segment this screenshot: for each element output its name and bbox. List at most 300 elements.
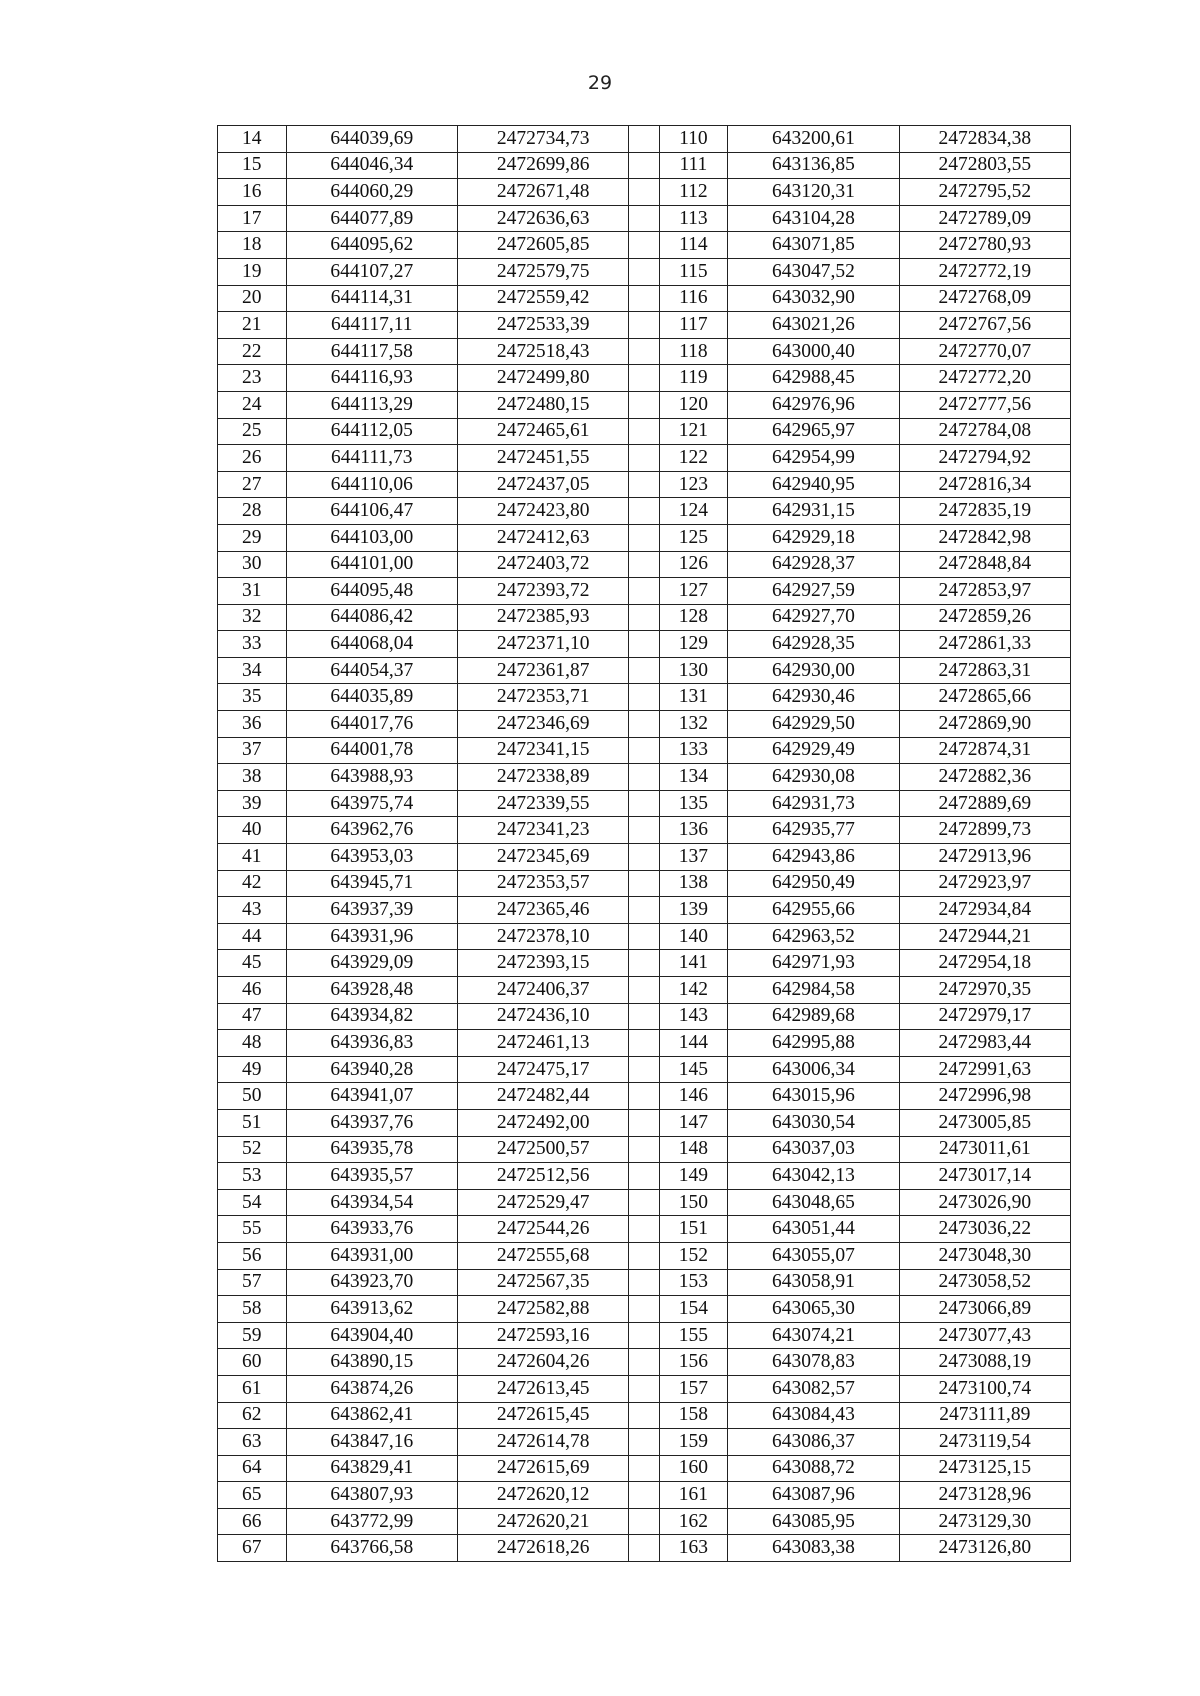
point-number-left: 50 [218, 1083, 287, 1110]
point-number-left: 38 [218, 764, 287, 791]
x-coordinate-left: 643933,76 [286, 1216, 457, 1243]
x-coordinate-right: 643085,95 [728, 1508, 899, 1535]
point-number-right: 152 [659, 1242, 728, 1269]
point-number-right: 111 [659, 152, 728, 179]
point-number-right: 144 [659, 1030, 728, 1057]
column-separator [629, 1508, 659, 1535]
y-coordinate-right: 2473058,52 [899, 1269, 1070, 1296]
column-separator [629, 551, 659, 578]
point-number-right: 132 [659, 711, 728, 738]
point-number-right: 146 [659, 1083, 728, 1110]
column-separator [629, 1349, 659, 1376]
x-coordinate-right: 643055,07 [728, 1242, 899, 1269]
y-coordinate-right: 2472784,08 [899, 418, 1070, 445]
y-coordinate-right: 2472789,09 [899, 205, 1070, 232]
table-row [218, 790, 1071, 817]
x-coordinate-left: 643807,93 [286, 1482, 457, 1509]
x-coordinate-right: 643030,54 [728, 1109, 899, 1136]
y-coordinate-right: 2473077,43 [899, 1322, 1070, 1349]
y-coordinate-right: 2472853,97 [899, 578, 1070, 605]
x-coordinate-right: 642931,73 [728, 790, 899, 817]
point-number-left: 67 [218, 1535, 287, 1562]
y-coordinate-left: 2472345,69 [457, 844, 628, 871]
y-coordinate-left: 2472492,00 [457, 1109, 628, 1136]
y-coordinate-right: 2473005,85 [899, 1109, 1070, 1136]
point-number-right: 162 [659, 1508, 728, 1535]
x-coordinate-left: 643940,28 [286, 1056, 457, 1083]
x-coordinate-left: 644116,93 [286, 365, 457, 392]
column-separator [629, 498, 659, 525]
point-number-left: 62 [218, 1402, 287, 1429]
x-coordinate-left: 643862,41 [286, 1402, 457, 1429]
y-coordinate-right: 2473128,96 [899, 1482, 1070, 1509]
column-separator [629, 1216, 659, 1243]
point-number-right: 153 [659, 1269, 728, 1296]
point-number-left: 43 [218, 897, 287, 924]
x-coordinate-right: 643021,26 [728, 312, 899, 339]
x-coordinate-left: 643847,16 [286, 1429, 457, 1456]
y-coordinate-left: 2472518,43 [457, 338, 628, 365]
column-separator [629, 631, 659, 658]
point-number-left: 41 [218, 844, 287, 871]
x-coordinate-left: 643934,54 [286, 1189, 457, 1216]
x-coordinate-right: 642929,18 [728, 524, 899, 551]
y-coordinate-left: 2472500,57 [457, 1136, 628, 1163]
x-coordinate-right: 642927,59 [728, 578, 899, 605]
x-coordinate-right: 643037,03 [728, 1136, 899, 1163]
table-row [218, 711, 1071, 738]
x-coordinate-left: 644095,62 [286, 232, 457, 259]
table-row [218, 950, 1071, 977]
y-coordinate-left: 2472615,69 [457, 1455, 628, 1482]
point-number-left: 42 [218, 870, 287, 897]
y-coordinate-left: 2472620,12 [457, 1482, 628, 1509]
y-coordinate-right: 2472777,56 [899, 391, 1070, 418]
x-coordinate-right: 642930,00 [728, 657, 899, 684]
table-row [218, 657, 1071, 684]
column-separator [629, 1269, 659, 1296]
y-coordinate-right: 2473126,80 [899, 1535, 1070, 1562]
y-coordinate-right: 2472899,73 [899, 817, 1070, 844]
point-number-right: 117 [659, 312, 728, 339]
x-coordinate-right: 643078,83 [728, 1349, 899, 1376]
column-separator [629, 1189, 659, 1216]
point-number-left: 24 [218, 391, 287, 418]
point-number-right: 143 [659, 1003, 728, 1030]
point-number-right: 160 [659, 1455, 728, 1482]
x-coordinate-left: 644035,89 [286, 684, 457, 711]
point-number-right: 119 [659, 365, 728, 392]
x-coordinate-right: 643082,57 [728, 1375, 899, 1402]
y-coordinate-right: 2472923,97 [899, 870, 1070, 897]
x-coordinate-left: 643829,41 [286, 1455, 457, 1482]
x-coordinate-left: 644017,76 [286, 711, 457, 738]
y-coordinate-left: 2472555,68 [457, 1242, 628, 1269]
y-coordinate-right: 2472848,84 [899, 551, 1070, 578]
point-number-right: 139 [659, 897, 728, 924]
y-coordinate-right: 2473017,14 [899, 1163, 1070, 1190]
y-coordinate-right: 2472913,96 [899, 844, 1070, 871]
point-number-right: 131 [659, 684, 728, 711]
x-coordinate-right: 643087,96 [728, 1482, 899, 1509]
x-coordinate-right: 642931,15 [728, 498, 899, 525]
y-coordinate-left: 2472593,16 [457, 1322, 628, 1349]
x-coordinate-right: 643000,40 [728, 338, 899, 365]
y-coordinate-right: 2472991,63 [899, 1056, 1070, 1083]
y-coordinate-right: 2472863,31 [899, 657, 1070, 684]
x-coordinate-right: 642988,45 [728, 365, 899, 392]
y-coordinate-right: 2473129,30 [899, 1508, 1070, 1535]
point-number-left: 19 [218, 258, 287, 285]
point-number-right: 121 [659, 418, 728, 445]
table-row [218, 232, 1071, 259]
x-coordinate-left: 644077,89 [286, 205, 457, 232]
column-separator [629, 604, 659, 631]
column-separator [629, 950, 659, 977]
y-coordinate-left: 2472613,45 [457, 1375, 628, 1402]
table-row [218, 604, 1071, 631]
x-coordinate-left: 644054,37 [286, 657, 457, 684]
x-coordinate-left: 643935,57 [286, 1163, 457, 1190]
y-coordinate-left: 2472579,75 [457, 258, 628, 285]
table-row [218, 1030, 1071, 1057]
point-number-right: 123 [659, 471, 728, 498]
column-separator [629, 1109, 659, 1136]
point-number-right: 136 [659, 817, 728, 844]
table-row [218, 1322, 1071, 1349]
x-coordinate-left: 644068,04 [286, 631, 457, 658]
x-coordinate-left: 643928,48 [286, 977, 457, 1004]
y-coordinate-left: 2472544,26 [457, 1216, 628, 1243]
column-separator [629, 1030, 659, 1057]
column-separator [629, 977, 659, 1004]
y-coordinate-right: 2472835,19 [899, 498, 1070, 525]
y-coordinate-left: 2472341,23 [457, 817, 628, 844]
table-row [218, 1482, 1071, 1509]
x-coordinate-left: 643923,70 [286, 1269, 457, 1296]
table-row [218, 1455, 1071, 1482]
x-coordinate-left: 644117,58 [286, 338, 457, 365]
table-row [218, 923, 1071, 950]
point-number-left: 26 [218, 445, 287, 472]
x-coordinate-right: 643065,30 [728, 1296, 899, 1323]
y-coordinate-right: 2472772,19 [899, 258, 1070, 285]
point-number-right: 159 [659, 1429, 728, 1456]
y-coordinate-left: 2472339,55 [457, 790, 628, 817]
y-coordinate-left: 2472618,26 [457, 1535, 628, 1562]
y-coordinate-left: 2472480,15 [457, 391, 628, 418]
x-coordinate-right: 642954,99 [728, 445, 899, 472]
y-coordinate-left: 2472559,42 [457, 285, 628, 312]
x-coordinate-left: 644112,05 [286, 418, 457, 445]
y-coordinate-right: 2472954,18 [899, 950, 1070, 977]
table-row [218, 285, 1071, 312]
y-coordinate-right: 2473100,74 [899, 1375, 1070, 1402]
y-coordinate-left: 2472346,69 [457, 711, 628, 738]
x-coordinate-right: 642940,95 [728, 471, 899, 498]
x-coordinate-left: 643953,03 [286, 844, 457, 871]
table-row [218, 418, 1071, 445]
column-separator [629, 152, 659, 179]
y-coordinate-right: 2472882,36 [899, 764, 1070, 791]
x-coordinate-left: 643929,09 [286, 950, 457, 977]
y-coordinate-left: 2472341,15 [457, 737, 628, 764]
x-coordinate-left: 644039,69 [286, 126, 457, 153]
table-row [218, 1269, 1071, 1296]
y-coordinate-left: 2472671,48 [457, 179, 628, 206]
column-separator [629, 870, 659, 897]
point-number-right: 113 [659, 205, 728, 232]
table-row [218, 631, 1071, 658]
point-number-left: 57 [218, 1269, 287, 1296]
x-coordinate-right: 643048,65 [728, 1189, 899, 1216]
x-coordinate-left: 644107,27 [286, 258, 457, 285]
point-number-right: 163 [659, 1535, 728, 1562]
point-number-left: 54 [218, 1189, 287, 1216]
x-coordinate-left: 643766,58 [286, 1535, 457, 1562]
column-separator [629, 1242, 659, 1269]
point-number-left: 33 [218, 631, 287, 658]
x-coordinate-left: 644110,06 [286, 471, 457, 498]
column-separator [629, 391, 659, 418]
y-coordinate-left: 2472393,15 [457, 950, 628, 977]
x-coordinate-right: 643083,38 [728, 1535, 899, 1562]
x-coordinate-right: 643032,90 [728, 285, 899, 312]
x-coordinate-right: 643136,85 [728, 152, 899, 179]
table-row [218, 1296, 1071, 1323]
y-coordinate-left: 2472353,57 [457, 870, 628, 897]
x-coordinate-left: 643941,07 [286, 1083, 457, 1110]
point-number-left: 32 [218, 604, 287, 631]
point-number-right: 140 [659, 923, 728, 950]
table-row [218, 1056, 1071, 1083]
column-separator [629, 1003, 659, 1030]
y-coordinate-right: 2472859,26 [899, 604, 1070, 631]
y-coordinate-right: 2473066,89 [899, 1296, 1070, 1323]
y-coordinate-left: 2472338,89 [457, 764, 628, 791]
y-coordinate-right: 2472795,52 [899, 179, 1070, 206]
column-separator [629, 1429, 659, 1456]
table-row [218, 365, 1071, 392]
point-number-left: 63 [218, 1429, 287, 1456]
x-coordinate-left: 643913,62 [286, 1296, 457, 1323]
x-coordinate-right: 642928,37 [728, 551, 899, 578]
point-number-right: 154 [659, 1296, 728, 1323]
table-row [218, 258, 1071, 285]
x-coordinate-left: 644117,11 [286, 312, 457, 339]
x-coordinate-right: 643084,43 [728, 1402, 899, 1429]
y-coordinate-right: 2472842,98 [899, 524, 1070, 551]
column-separator [629, 1056, 659, 1083]
y-coordinate-left: 2472636,63 [457, 205, 628, 232]
x-coordinate-right: 643074,21 [728, 1322, 899, 1349]
table-row [218, 870, 1071, 897]
y-coordinate-left: 2472353,71 [457, 684, 628, 711]
table-row [218, 1375, 1071, 1402]
point-number-left: 29 [218, 524, 287, 551]
column-separator [629, 1083, 659, 1110]
table-row [218, 1216, 1071, 1243]
y-coordinate-left: 2472620,21 [457, 1508, 628, 1535]
y-coordinate-right: 2472979,17 [899, 1003, 1070, 1030]
table-row [218, 737, 1071, 764]
y-coordinate-right: 2472865,66 [899, 684, 1070, 711]
table-row [218, 126, 1071, 153]
y-coordinate-left: 2472567,35 [457, 1269, 628, 1296]
y-coordinate-left: 2472412,63 [457, 524, 628, 551]
x-coordinate-left: 644060,29 [286, 179, 457, 206]
column-separator [629, 657, 659, 684]
y-coordinate-right: 2472874,31 [899, 737, 1070, 764]
y-coordinate-left: 2472699,86 [457, 152, 628, 179]
y-coordinate-left: 2472371,10 [457, 631, 628, 658]
column-separator [629, 923, 659, 950]
column-separator [629, 126, 659, 153]
point-number-left: 55 [218, 1216, 287, 1243]
column-separator [629, 844, 659, 871]
point-number-right: 124 [659, 498, 728, 525]
table-row [218, 152, 1071, 179]
x-coordinate-left: 644046,34 [286, 152, 457, 179]
y-coordinate-left: 2472582,88 [457, 1296, 628, 1323]
x-coordinate-right: 643051,44 [728, 1216, 899, 1243]
column-separator [629, 817, 659, 844]
table-row [218, 391, 1071, 418]
y-coordinate-left: 2472365,46 [457, 897, 628, 924]
point-number-left: 22 [218, 338, 287, 365]
x-coordinate-right: 642965,97 [728, 418, 899, 445]
x-coordinate-left: 643935,78 [286, 1136, 457, 1163]
point-number-right: 149 [659, 1163, 728, 1190]
point-number-left: 18 [218, 232, 287, 259]
point-number-right: 137 [659, 844, 728, 871]
table-row [218, 551, 1071, 578]
column-separator [629, 312, 659, 339]
x-coordinate-right: 642976,96 [728, 391, 899, 418]
point-number-right: 161 [659, 1482, 728, 1509]
table-row [218, 1242, 1071, 1269]
x-coordinate-left: 644001,78 [286, 737, 457, 764]
x-coordinate-right: 642930,08 [728, 764, 899, 791]
point-number-right: 142 [659, 977, 728, 1004]
y-coordinate-right: 2472816,34 [899, 471, 1070, 498]
y-coordinate-left: 2472393,72 [457, 578, 628, 605]
point-number-right: 115 [659, 258, 728, 285]
point-number-left: 27 [218, 471, 287, 498]
y-coordinate-left: 2472378,10 [457, 923, 628, 950]
x-coordinate-right: 643088,72 [728, 1455, 899, 1482]
x-coordinate-left: 643772,99 [286, 1508, 457, 1535]
point-number-left: 49 [218, 1056, 287, 1083]
table-row [218, 817, 1071, 844]
x-coordinate-right: 642955,66 [728, 897, 899, 924]
point-number-right: 158 [659, 1402, 728, 1429]
table-row [218, 179, 1071, 206]
column-separator [629, 179, 659, 206]
y-coordinate-left: 2472451,55 [457, 445, 628, 472]
x-coordinate-right: 642943,86 [728, 844, 899, 871]
x-coordinate-right: 642971,93 [728, 950, 899, 977]
y-coordinate-right: 2473026,90 [899, 1189, 1070, 1216]
point-number-left: 53 [218, 1163, 287, 1190]
point-number-right: 145 [659, 1056, 728, 1083]
y-coordinate-right: 2473048,30 [899, 1242, 1070, 1269]
point-number-left: 36 [218, 711, 287, 738]
x-coordinate-left: 644086,42 [286, 604, 457, 631]
table-row [218, 844, 1071, 871]
y-coordinate-left: 2472403,72 [457, 551, 628, 578]
y-coordinate-left: 2472437,05 [457, 471, 628, 498]
table-row [218, 1402, 1071, 1429]
x-coordinate-left: 644101,00 [286, 551, 457, 578]
y-coordinate-right: 2472768,09 [899, 285, 1070, 312]
table-row [218, 1349, 1071, 1376]
point-number-right: 157 [659, 1375, 728, 1402]
table-row [218, 1535, 1071, 1562]
x-coordinate-left: 643874,26 [286, 1375, 457, 1402]
point-number-left: 28 [218, 498, 287, 525]
x-coordinate-right: 643047,52 [728, 258, 899, 285]
point-number-right: 134 [659, 764, 728, 791]
column-separator [629, 790, 659, 817]
y-coordinate-left: 2472614,78 [457, 1429, 628, 1456]
x-coordinate-right: 643071,85 [728, 232, 899, 259]
point-number-left: 48 [218, 1030, 287, 1057]
table-row [218, 524, 1071, 551]
point-number-left: 20 [218, 285, 287, 312]
y-coordinate-left: 2472604,26 [457, 1349, 628, 1376]
point-number-left: 56 [218, 1242, 287, 1269]
y-coordinate-left: 2472615,45 [457, 1402, 628, 1429]
x-coordinate-right: 642989,68 [728, 1003, 899, 1030]
y-coordinate-right: 2472834,38 [899, 126, 1070, 153]
point-number-left: 21 [218, 312, 287, 339]
x-coordinate-left: 643890,15 [286, 1349, 457, 1376]
x-coordinate-right: 643015,96 [728, 1083, 899, 1110]
x-coordinate-left: 643962,76 [286, 817, 457, 844]
column-separator [629, 764, 659, 791]
table-row [218, 684, 1071, 711]
table-row [218, 578, 1071, 605]
column-separator [629, 285, 659, 312]
point-number-left: 47 [218, 1003, 287, 1030]
x-coordinate-right: 642928,35 [728, 631, 899, 658]
table-row [218, 338, 1071, 365]
y-coordinate-left: 2472734,73 [457, 126, 628, 153]
y-coordinate-left: 2472461,13 [457, 1030, 628, 1057]
column-separator [629, 338, 659, 365]
point-number-right: 156 [659, 1349, 728, 1376]
x-coordinate-left: 643945,71 [286, 870, 457, 897]
point-number-left: 25 [218, 418, 287, 445]
x-coordinate-right: 642929,49 [728, 737, 899, 764]
column-separator [629, 232, 659, 259]
column-separator [629, 1375, 659, 1402]
y-coordinate-left: 2472406,37 [457, 977, 628, 1004]
point-number-left: 31 [218, 578, 287, 605]
y-coordinate-right: 2472869,90 [899, 711, 1070, 738]
x-coordinate-right: 643200,61 [728, 126, 899, 153]
y-coordinate-right: 2472996,98 [899, 1083, 1070, 1110]
x-coordinate-left: 643931,96 [286, 923, 457, 950]
y-coordinate-right: 2472983,44 [899, 1030, 1070, 1057]
x-coordinate-right: 643120,31 [728, 179, 899, 206]
x-coordinate-right: 642935,77 [728, 817, 899, 844]
table-row [218, 1003, 1071, 1030]
point-number-left: 37 [218, 737, 287, 764]
y-coordinate-right: 2473111,89 [899, 1402, 1070, 1429]
y-coordinate-left: 2472385,93 [457, 604, 628, 631]
